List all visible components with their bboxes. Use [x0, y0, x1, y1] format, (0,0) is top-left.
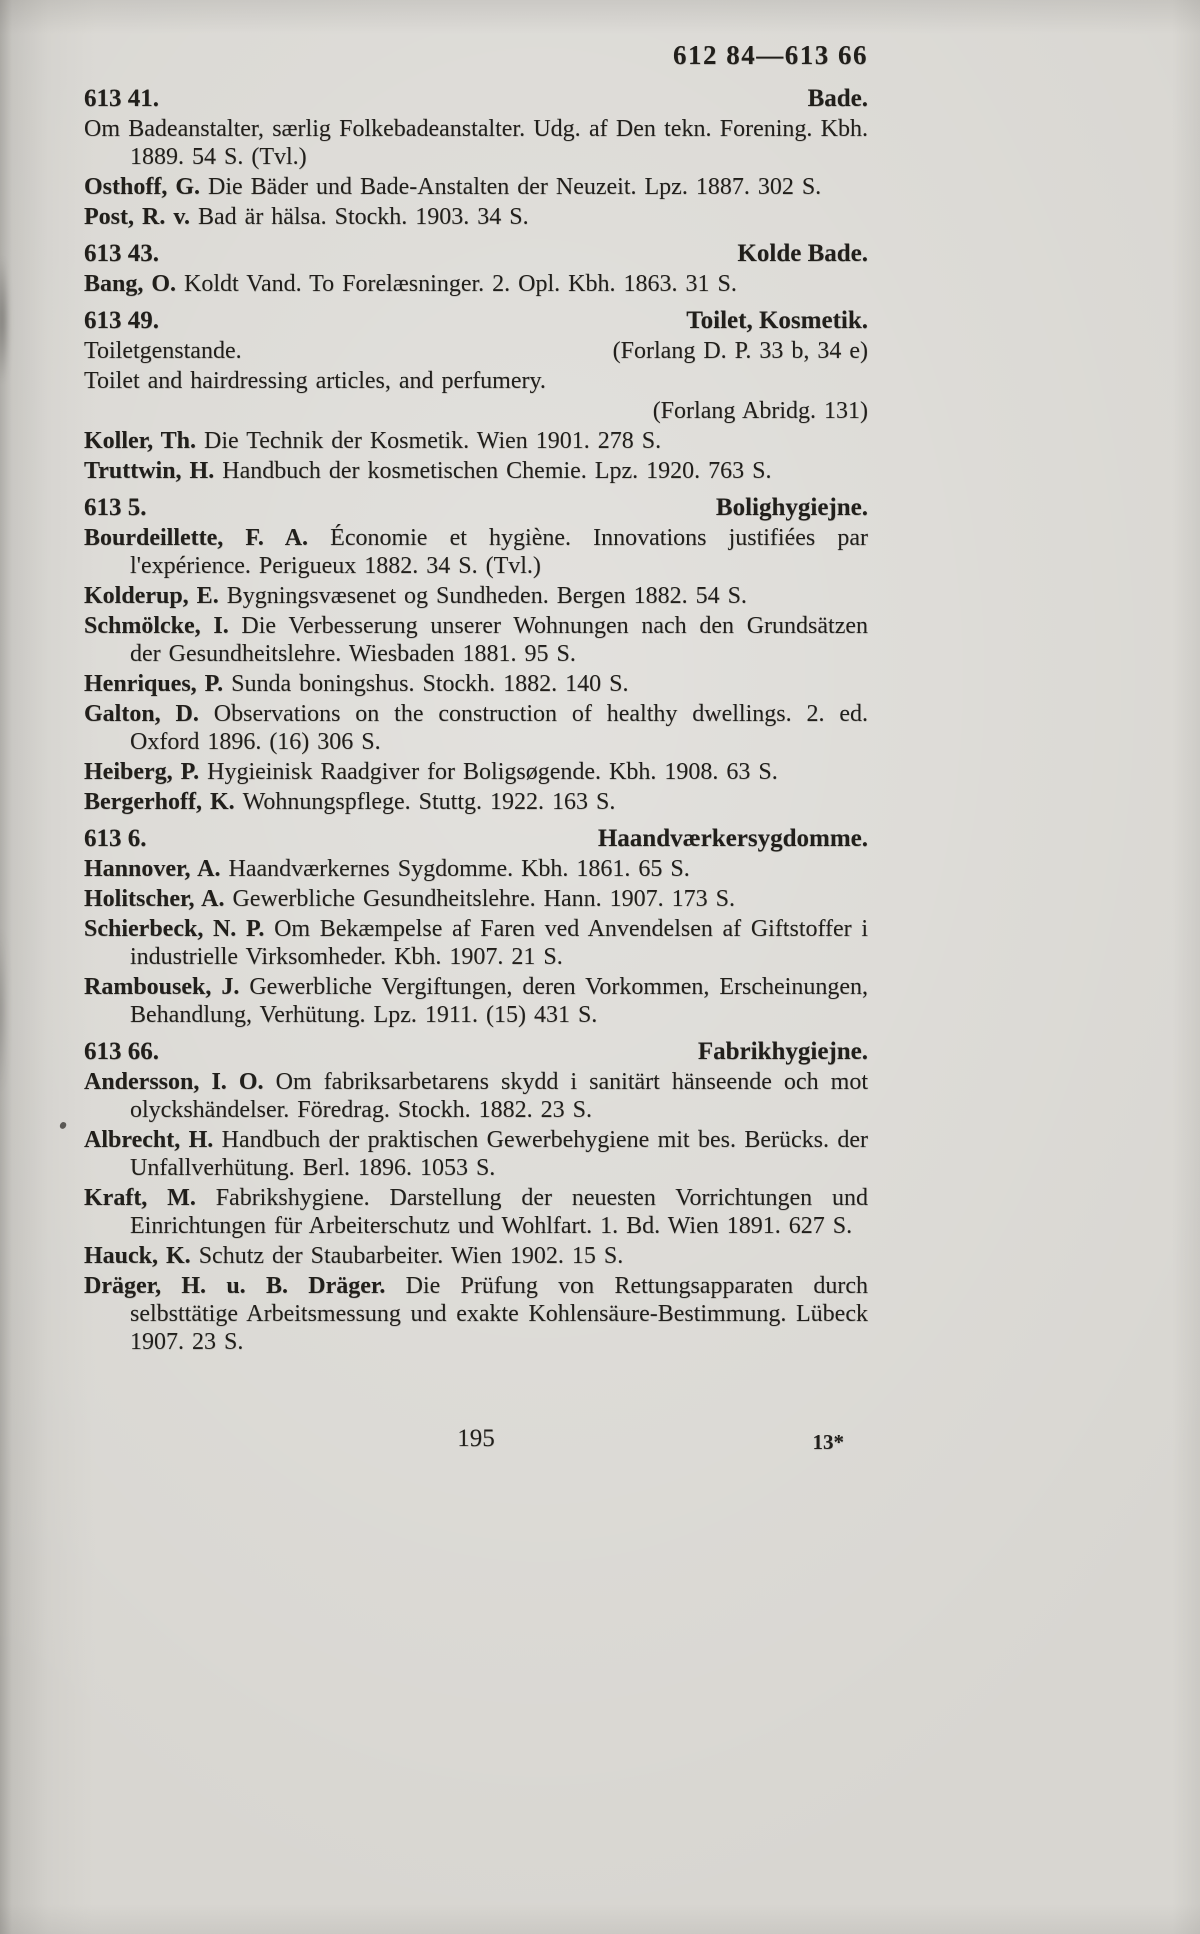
entry-text: Om Bekæmpelse af Faren ved Anvendelsen af Giftstoffer i industrielle Virksomheder. Kbh. 1907. 21 S.: [130, 916, 868, 970]
entry-text: Sunda boningshus. Stockh. 1882. 140 S.: [231, 671, 629, 697]
section-header: [84, 494, 868, 522]
entry-author: Heiberg, P.: [84, 759, 208, 785]
entry-text: Économie et hygiène. Innovations justifiées par l'expérience. Perigueux 1882. 34 S. (Tvl.): [130, 525, 868, 579]
entry-text: Wohnungspflege. Stuttg. 1922. 163 S.: [242, 789, 616, 815]
entry: [84, 1068, 868, 1124]
entry-author: Schierbeck, N. P.: [84, 916, 275, 942]
section-header: [84, 240, 868, 268]
entry: [84, 788, 868, 816]
entry: [84, 973, 868, 1029]
page-footer: [84, 1424, 868, 1454]
scan-smudge: [0, 235, 12, 405]
entry-text: Haandværkernes Sygdomme. Kbh. 1861. 65 S.: [228, 856, 690, 882]
bibliography-sections: [84, 85, 868, 1356]
entry: [84, 885, 868, 913]
section-header: [84, 307, 868, 335]
entry-text: Toiletgenstande.: [84, 338, 242, 364]
entry: [84, 173, 868, 201]
entry: [84, 1184, 868, 1240]
section-number: 613 49.: [84, 307, 159, 334]
section-heading: Bolighygiejne.: [715, 494, 868, 521]
entry-right-note: (Forlang D. P. 33 b, 34 e): [612, 338, 868, 364]
section: [84, 1038, 868, 1356]
entry-author: Rambousek, J.: [84, 974, 250, 1000]
entry-text: Die Verbesserung unserer Wohnungen nach den Grundsätzen der Gesundheitslehre. Wiesbaden 1881. 95 S.: [130, 613, 868, 667]
entry-author: Bang, O.: [84, 271, 185, 297]
entry: [84, 270, 868, 298]
entry-author: Kolderup, E.: [84, 583, 227, 609]
section-number: 613 43.: [84, 240, 159, 267]
entry-text: Bygningsvæsenet og Sundheden. Bergen 1882. 54 S.: [226, 583, 747, 609]
entry-text: Die Prüfung von Rettungsapparaten durch selbsttätige Arbeitsmessung und exakte Kohlensäure-Bestimmung. Lübeck 1907. 23 S.: [130, 1273, 868, 1355]
entry-author: Kraft, M.: [84, 1185, 216, 1211]
section-header: [84, 825, 868, 853]
entry-text: Observations on the construction of healthy dwellings. 2. ed. Oxford 1896. (16) 306 S.: [130, 701, 868, 755]
entry-text: Hygieinisk Raadgiver for Boligsøgende. Kbh. 1908. 63 S.: [207, 759, 778, 785]
running-head: 612 84—613 66: [673, 40, 868, 70]
page-content: [84, 40, 868, 1358]
section-heading: Kolde Bade.: [737, 240, 868, 267]
entry-author: Hannover, A.: [84, 856, 229, 882]
entry-text: Die Technik der Kosmetik. Wien 1901. 278 S.: [204, 428, 662, 454]
entry: [84, 397, 868, 425]
entry-author: Holitscher, A.: [84, 886, 233, 912]
entry-text: Gewerbliche Gesundheitslehre. Hann. 1907. 173 S.: [232, 886, 736, 912]
entry: [84, 612, 868, 668]
entry-author: Koller, Th.: [84, 428, 205, 454]
section-number: 613 6.: [84, 825, 147, 852]
section-number: 613 66.: [84, 1038, 159, 1065]
entry-text: Die Bäder und Bade-Anstalten der Neuzeit. Lpz. 1887. 302 S.: [208, 174, 822, 200]
entry: [84, 700, 868, 756]
ink-speck: [59, 1121, 67, 1130]
entry: [84, 427, 868, 455]
section-heading: Bade.: [807, 85, 868, 112]
entry-author: Bergerhoff, K.: [84, 789, 243, 815]
entry-author: Andersson, I. O.: [84, 1069, 276, 1095]
section: [84, 825, 868, 1029]
entry: [84, 915, 868, 971]
entry-author: Henriques, P.: [84, 671, 232, 697]
section: [84, 494, 868, 816]
entry-author: Albrecht, H.: [84, 1127, 222, 1153]
entry-text: Om Badeanstalter, særlig Folkebadeanstalter. Udg. af Den tekn. Forening. Kbh. 1889. 54 S. (Tvl.): [84, 116, 868, 170]
page-number: 195: [457, 1425, 495, 1452]
entry-text: Toilet and hairdressing articles, and perfumery.: [84, 368, 546, 394]
entry-author: Schmölcke, I.: [84, 613, 242, 639]
entry: [84, 1126, 868, 1182]
entry-right-note: (Forlang Abridg. 131): [652, 398, 868, 424]
entry-text: Om fabriksarbetarens skydd i sanitärt hänseende och mot olyckshändelser. Föredrag. Stockh. 1882. 23 S.: [130, 1069, 868, 1123]
entry: [84, 367, 868, 395]
entry-author: Bourdeillette, F. A.: [84, 525, 331, 551]
section-number: 613 5.: [84, 494, 147, 521]
entry-text: Handbuch der kosmetischen Chemie. Lpz. 1920. 763 S.: [222, 458, 772, 484]
entry-author: Osthoff, G.: [84, 174, 208, 200]
entry: [84, 855, 868, 883]
entry: [84, 115, 868, 171]
scan-smudge: [0, 900, 8, 1120]
entry-author: Galton, D.: [84, 701, 214, 727]
entry: [84, 203, 868, 231]
entry: [84, 670, 868, 698]
entry-text: Gewerbliche Vergiftungen, deren Vorkommen, Erscheinungen, Behandlung, Verhütung. Lpz. 1911. (15) 431 S.: [130, 974, 868, 1028]
entry-text: Handbuch der praktischen Gewerbehygiene mit bes. Berücks. der Unfallverhütung. Berl. 1896. 1053 S.: [130, 1127, 868, 1181]
entry-text: Koldt Vand. To Forelæsninger. 2. Opl. Kbh. 1863. 31 S.: [184, 271, 737, 297]
section-header: [84, 85, 868, 113]
entry-text: Bad är hälsa. Stockh. 1903. 34 S.: [198, 204, 529, 230]
entry-author: Dräger, H. u. B. Dräger.: [84, 1273, 406, 1299]
entry-author: Truttwin, H.: [84, 458, 223, 484]
section-heading: Toilet, Kosmetik.: [686, 307, 868, 334]
entry: [84, 582, 868, 610]
entry: [84, 457, 868, 485]
entry-author: Hauck, K.: [84, 1243, 199, 1269]
entry: [84, 1272, 868, 1356]
section-header: [84, 1038, 868, 1066]
entry-text: Schutz der Staubarbeiter. Wien 1902. 15 S.: [198, 1243, 624, 1269]
section-heading: Fabrikhygiejne.: [697, 1038, 868, 1065]
section: [84, 85, 868, 231]
signature-mark: 13*: [812, 1430, 844, 1454]
entry: [84, 524, 868, 580]
section-number: 613 41.: [84, 85, 159, 112]
entry: [84, 337, 868, 365]
entry-text: Fabrikshygiene. Darstellung der neuesten Vorrichtungen und Einrichtungen für Arbeiterschutz und Wohlfart. 1. Bd. Wien 1891. 627 S.: [130, 1185, 868, 1239]
section-heading: Haandværkersygdomme.: [597, 825, 868, 852]
entry: [84, 1242, 868, 1270]
entry-author: Post, R. v.: [84, 204, 198, 230]
entry: [84, 758, 868, 786]
section: [84, 307, 868, 485]
section: [84, 240, 868, 298]
